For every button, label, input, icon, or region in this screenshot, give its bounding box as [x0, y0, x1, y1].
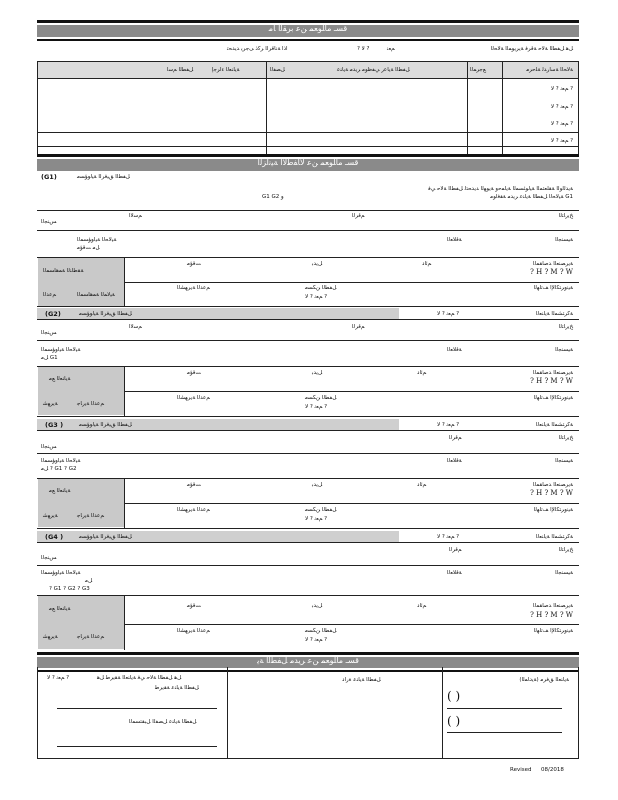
g2-relation: ﺔﻗﻼﻌﻟا [447, 347, 462, 353]
g2-tag: (G2) [45, 310, 61, 318]
section1-yes[interactable]: ﻢﻌﻧ [387, 46, 395, 52]
g4-check3[interactable]: ﻢﺋاد [417, 603, 427, 609]
s2-note-2: ﺔﻴﻟﺎﺤﻟا ﻞﻔﻄﻟا ﺔﻳﺎﻨﻋ ﺮﻳﺪﻣ ﺔﻘﻓاﻮﻣ G1 [490, 194, 573, 200]
g1-check1[interactable]: ﺖﻗﺆﻣ [187, 261, 201, 267]
g4-check2[interactable]: ﻞﻳﺪﺑ [312, 603, 323, 609]
g2-check1[interactable]: ﺖﻗﺆﻣ [187, 370, 201, 376]
s3-q1: ﻞﻫ ﻞﻔﻄﻟا ﺔﻟﺎﺣ ﻲﻓ ﺔﻳﺎﻨﻌﻟا ﺔﻘﻳﺮﻃ ﻞﻫ [97, 675, 182, 681]
g3-right-yesno[interactable]: ﻢﻌﻧ ? ﻻ ? [437, 422, 460, 428]
section1-question: ﻞﻫ ﻞﻔﻄﻟا ﺔﻟﺎﺣ ﺔﻗﺮﻓ ﺔﻳﺮﻳﻮﻤﻟا ﺔﻟﺎﺤﻟا [490, 46, 573, 52]
g4-phone: ﺔﻴﻧوﺮﺘﻜﻟﻹا ﻒﺗﺎﻬﻟا [533, 628, 573, 634]
g2-right-top: ﺔﻛﺮﺘﺸﻤﻟا ﺔﻳﺎﻨﻌﻟا [536, 311, 573, 317]
g3-check2[interactable]: ﻞﻳﺪﺑ [312, 482, 323, 488]
g3-phone: ﺔﻴﻧوﺮﺘﻜﻟﻹا ﻒﺗﺎﻬﻟا [533, 507, 573, 513]
s1-row-4[interactable]: ﻢﻌﻧ ? ﻻ ? [550, 138, 573, 144]
g4-yesno[interactable]: ﻢﻌﻧ ? ﻻ ? [305, 637, 328, 643]
g2-gender: ﺲﻨﺠﻟا [41, 330, 57, 336]
section2-title: ﻗﺴـ ﻣﺎﻠﻮﻌﻤ ﻦﻋ ﻻﺎﻔﻃﻻا ﺔﻴﻧاﺰﻟا [257, 158, 359, 167]
g3-relation: ﺔﻗﻼﻌﻟا [447, 458, 462, 464]
s1-row-2[interactable]: ﻢﻌﻧ ? ﻻ ? [550, 104, 573, 110]
g4-role3[interactable]: ? G1 ? G2 ? G3 [49, 586, 90, 592]
g1-nationality: ﺔﻴﺴﻨﺠﻟا [555, 237, 573, 243]
g2-race-opts[interactable]: ? H ? M ? W [530, 377, 573, 385]
s3-q2: ﻞﻔﻄﻟا ﺔﻳﺎﻨﻋ ةراد [342, 677, 381, 683]
s2-note-3: G1 G2 و [262, 194, 284, 200]
g2-name: ﻢﺳﻻا [129, 324, 142, 330]
g4-right-top: ﺔﻛﺮﺘﺸﻤﻟا ﺔﻳﺎﻨﻌﻟا [536, 534, 573, 540]
g1-role: ﺔﻴﻟﺎﺤﻟا ﺔﻴﻟوﺆﺴﻤﻟا [77, 237, 117, 243]
g4-left-a: ﺔﻳﺎﻨﻌﻟا ﻊﻣ [49, 606, 71, 612]
g2-check2[interactable]: ﻞﻳﺪﺑ [312, 370, 323, 376]
g2-check3[interactable]: ﻢﺋاد [417, 370, 427, 376]
g1-left-b: ﺔﻴﻟﺎﻤﻟا ﺔﻤﻫﺎﺴﻤﻟا [77, 292, 115, 298]
g1-relation: ﺔﻗﻼﻌﻟا [447, 237, 462, 243]
g1-gender: ﺲﻨﺠﻟا [41, 219, 57, 225]
g3-nationality: ﺔﻴﺴﻨﺠﻟا [555, 458, 573, 464]
g4-role: ﺔﻴﻟﺎﺤﻟا ﺔﻴﻟوﺆﺴﻤﻟا [41, 570, 81, 576]
g1-race-opts[interactable]: ? H ? M ? W [530, 268, 573, 276]
footer-date: 08/2018 [541, 767, 564, 773]
g3-right-top: ﺔﻛﺮﺘﺸﻤﻟا ﺔﻳﺎﻨﻌﻟا [536, 422, 573, 428]
g3-support: ﻢﻋﺪﻟا ﺔﻳﺮﻬﺸﻟا [177, 507, 210, 513]
s1-col-child-name: ﻞﻔﻄﻟا ﻢﺳا [167, 67, 194, 73]
g4-housing: ﻞﻔﻄﻟا ﻦﻜﺴﻣ [305, 628, 337, 634]
s1-col-class: ﻞﺼﻔﻟا [270, 67, 285, 73]
g1-housing: ﻞﻔﻄﻟا ﻦﻜﺴﻣ [305, 285, 337, 291]
g2-left-b: ﻢﻋﺪﻟا ﺔﻳرﺎﺟ [77, 401, 104, 407]
g3-check1[interactable]: ﺖﻗﺆﻣ [187, 482, 201, 488]
section1-no[interactable]: ? ﻻ ? [357, 46, 370, 52]
g2-left-a: ﺔﻳﺎﻨﻌﻟا ﻊﻣ [49, 376, 71, 382]
s1-col-stage: ﺔﻟﺎﺤﻟا ﺔﺳارﺪﻟ ﺔﻠﺣﺮﻣ [526, 67, 573, 73]
s1-col-procedure: ﺔﻳﺎﻨﻌﻟا ءاﺮﺟإ [212, 67, 240, 73]
g3-tag: (G3 ) [45, 421, 64, 429]
g4-race-label: ﺔﻳﺮﺼﻨﻌﻟا ﺪﺻﺎﻘﻤﻟا [533, 603, 573, 609]
g4-left-b: ﻢﻋﺪﻟا ﺔﻳرﺎﺟ [77, 634, 104, 640]
g1-role2: ﻞﻣ ﺖﻗﺆﻣ [77, 245, 100, 251]
g1-check3[interactable]: ﻢﺋاد [422, 261, 432, 267]
g1-id: ﻢﻗﺮﻟا [352, 213, 365, 219]
g3-left-b2: ﺔﻳﺮﻬﺷ [43, 513, 58, 519]
g3-tag-label: ﻞﻔﻄﻟا ﻖﻴﻓﺮﻟا ﺔﻴﻟوﺆﺴﻣ [79, 422, 132, 428]
section1-table-header-bg [38, 62, 578, 78]
g3-id: ﻢﻗﺮﻟا [449, 435, 462, 441]
s1-row-1[interactable]: ﻢﻌﻧ ? ﻻ ? [550, 86, 573, 92]
g2-right-yesno[interactable]: ﻢﻌﻧ ? ﻻ ? [437, 311, 460, 317]
s1-col-staff: ﻞﻔﻄﻟا ﺔﻳﺎﻋر ﻲﻔﻇﻮﻣ ﺮﻳﺪﻣ ﺔﻳﺎﻨﻋ [337, 67, 410, 73]
g1-yesno[interactable]: ﻢﻌﻧ ? ﻻ ? [305, 294, 328, 300]
g4-tag: (G4 ) [45, 533, 64, 541]
g2-dob: ﺦﻳرﺎﺘﻟا [558, 324, 573, 330]
g4-relation: ﺔﻗﻼﻌﻟا [447, 570, 462, 576]
g1-check2[interactable]: ﻞﻳﺪﺑ [312, 261, 323, 267]
g1-support: ﻢﻋﺪﻟا ﺔﻳﺮﻬﺸﻟا [177, 285, 210, 291]
g2-yesno[interactable]: ﻢﻌﻧ ? ﻻ ? [305, 404, 328, 410]
g4-tag-label: ﻞﻔﻄﻟا ﻖﻴﻓﺮﻟا ﺔﻴﻟوﺆﺴﻣ [79, 534, 132, 540]
s1-col-ref: ﻊﺟﺮﻤﻟا [470, 67, 486, 73]
g3-race-opts[interactable]: ? H ? M ? W [530, 489, 573, 497]
footer-revised: Revised [510, 767, 532, 773]
g4-support: ﻢﻋﺪﻟا ﺔﻳﺮﻬﺸﻟا [177, 628, 210, 634]
s3-paren-1[interactable]: ( ) [447, 689, 461, 703]
s2-note-1: ﺔﻳﺪﻟاﻮﻟا ﺔﻘﻠﻌﺘﻤﻟا ﺔﻴﻟﻮﺌﺴﻤﻟا ﺔﻳﺎﻤﺣو ﺔﻳﻮﻬﻟا ﺪﻳﺪﺤﺘﻟ ﻞﻔﻄﻟا ﺔﻟﺎﺣ ﻲﻓ [428, 186, 573, 192]
g2-left-b2: ﺔﻳﺮﻬﺷ [43, 401, 58, 407]
g4-left-b2: ﺔﻳﺮﻬﺷ [43, 634, 58, 640]
g3-role2: ﻞﻣ ? G1 ? G2 [41, 466, 77, 472]
g2-housing: ﻞﻔﻄﻟا ﻦﻜﺴﻣ [305, 395, 337, 401]
section1-if-yes: اذا ﺔﻧﺎﻗﺮﻟا ﺮﻛذ ﻰﺟﺮﻳ ﺪﻳﺪﺤﺗ [227, 46, 288, 52]
s3-q1b: ﻞﻔﻄﻟا ﺔﻳﺎﻨﻋ ﺔﻘﻳﺮﻃ [155, 685, 199, 691]
g4-nationality: ﺔﻴﺴﻨﺠﻟا [555, 570, 573, 576]
g4-check1[interactable]: ﺖﻗﺆﻣ [187, 603, 201, 609]
g3-yesno[interactable]: ﻢﻌﻧ ? ﻻ ? [305, 516, 328, 522]
g2-nationality: ﺔﻴﺴﻨﺠﻟا [555, 347, 573, 353]
g2-race-label: ﺔﻳﺮﺼﻨﻌﻟا ﺪﺻﺎﻘﻤﻟا [533, 370, 573, 376]
g3-race-label: ﺔﻳﺮﺼﻨﻌﻟا ﺪﺻﺎﻘﻤﻟا [533, 482, 573, 488]
g4-role2: ﻞﻣ [85, 578, 93, 584]
g3-housing: ﻞﻔﻄﻟا ﻦﻜﺴﻣ [305, 507, 337, 513]
g4-id: ﻢﻗﺮﻟا [449, 547, 462, 553]
g3-dob: ﺦﻳرﺎﺘﻟا [558, 435, 573, 441]
g4-left-gray [38, 596, 124, 649]
g4-right-yesno[interactable]: ﻢﻌﻧ ? ﻻ ? [437, 534, 460, 540]
s3-right-label: (ﺔﻳدﺎﻤﻟا) ﺔﻳﺎﻨﻌﻟا ﻖﻓﺮﻣ [519, 677, 569, 683]
g3-gender: ﺲﻨﺠﻟا [41, 444, 57, 450]
g1-dob: ﺦﻳرﺎﺘﻟا [558, 213, 573, 219]
s1-row-3[interactable]: ﻢﻌﻧ ? ﻻ ? [550, 121, 573, 127]
form-page [37, 14, 579, 759]
g3-left-b: ﻢﻋﺪﻟا ﺔﻳرﺎﺟ [77, 513, 104, 519]
g2-id: ﻢﻗﺮﻟا [352, 324, 365, 330]
s3-q1-yesno[interactable]: ﻢﻌﻧ ? ﻻ ? [47, 675, 70, 681]
g1-tag-label: ﻞﻔﻄﻟا ﻖﻴﻓﺮﻟا ﺔﻴﻟوﺆﺴﻣ [77, 174, 130, 180]
g4-race-opts[interactable]: ? H ? M ? W [530, 611, 573, 619]
g2-role2: ﻞﻣ G1 [41, 355, 58, 361]
g2-phone: ﺔﻴﻧوﺮﺘﻜﻟﻹا ﻒﺗﺎﻬﻟا [533, 395, 573, 401]
g3-role: ﺔﻴﻟﺎﺤﻟا ﺔﻴﻟوﺆﺴﻤﻟا [41, 458, 81, 464]
s3-paren-2[interactable]: ( ) [447, 714, 461, 728]
g1-left-a: ﺔﻘﻃﺎﻨﻟا ﺔﻤﻫﺎﺴﻤﻟا [43, 268, 84, 274]
g1-tag: (G1) [41, 173, 57, 181]
g2-support: ﻢﻋﺪﻟا ﺔﻳﺮﻬﺸﻟا [177, 395, 210, 401]
section1-header [37, 20, 579, 41]
g4-dob: ﺦﻳرﺎﺘﻟا [558, 547, 573, 553]
section3-title: ﻗﺴـ ﻣﺎﻠﻮﻌﻤ ﻦﻋ ﺮﻳﺪﻣ ﻞﻔﻄﻟا ﺔﻳ [257, 656, 359, 665]
g2-role: ﺔﻴﻟﺎﺤﻟا ﺔﻴﻟوﺆﺴﻤﻟا [41, 347, 81, 353]
g1-left-b2: ﻢﻋﺪﻟا [43, 292, 57, 298]
g4-gender: ﺲﻨﺠﻟا [41, 555, 57, 561]
g3-check3[interactable]: ﻢﺋاد [417, 482, 427, 488]
g3-left-a: ﺔﻳﺎﻨﻌﻟا ﻊﻣ [49, 488, 71, 494]
g2-tag-label: ﻞﻔﻄﻟا ﻖﻴﻓﺮﻟا ﺔﻴﻟوﺆﺴﻣ [79, 311, 132, 317]
g1-race-label: ﺔﻳﺮﺼﻨﻌﻟا ﺪﺻﺎﻘﻤﻟا [533, 261, 573, 267]
section3-header [37, 652, 579, 672]
section1-title: ﻗﺴـ ﻣﺎﻠﻮﻌﻤ ﻦﻋ ﺑﺮﻘﻟا ﺎﻣ [268, 24, 348, 33]
s3-q3: ﻞﻔﻄﻟا ﺔﻳﺎﻨﻋ ﻞﺼﻔﻟا ﻞﺒﻘﺘﺴﻤﻟا [129, 719, 197, 725]
g1-phone: ﺔﻴﻧوﺮﺘﻜﻟﻹا ﻒﺗﺎﻬﻟا [533, 285, 573, 291]
g1-name: ﻢﺳﻻا [129, 213, 142, 219]
